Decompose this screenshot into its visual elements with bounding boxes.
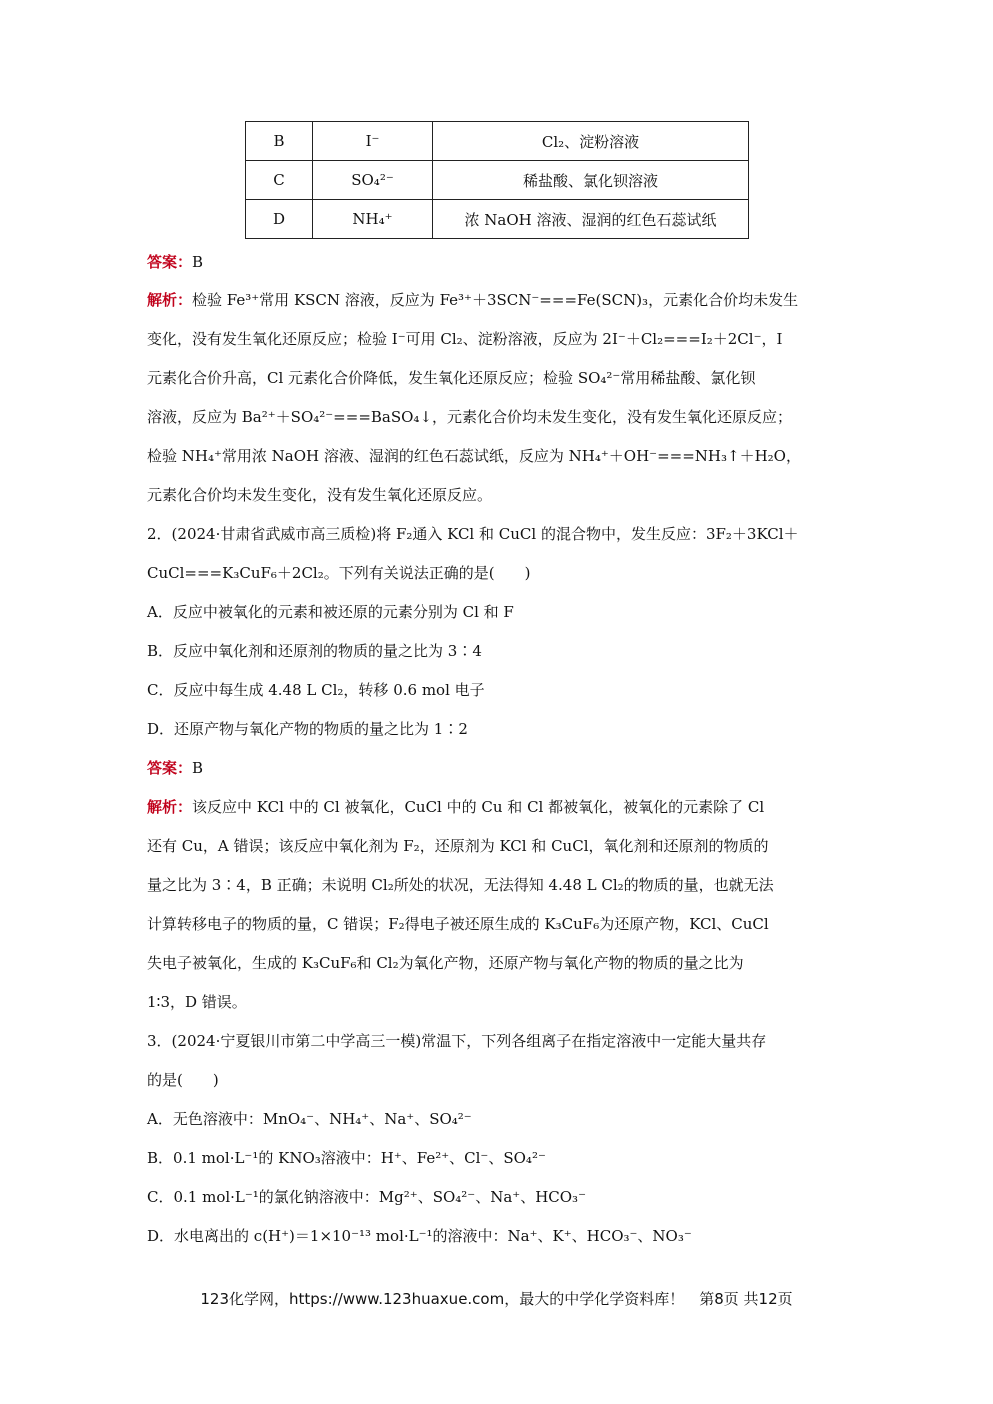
ion-cell: NH₄⁺ <box>313 200 433 239</box>
q2-analysis-line: 还有 Cu，A 错误；该反应中氧化剂为 F₂，还原剂为 KCl 和 CuCl，氧化剂和还原剂的物质的 <box>147 837 769 855</box>
q3-option-d: D．水电离出的 c(H⁺)＝1×10⁻¹³ mol·L⁻¹的溶液中：Na⁺、K⁺、HCO₃⁻、NO₃⁻ <box>147 1227 692 1245</box>
q3-stem-line: 3．(2024·宁夏银川市第二中学高三一模)常温下，下列各组离子在指定溶液中一定能大量共存 <box>147 1032 767 1050</box>
q3-option-c: C．0.1 mol·L⁻¹的氯化钠溶液中：Mg²⁺、SO₄²⁻、Na⁺、HCO₃⁻ <box>147 1188 586 1206</box>
q2-analysis-line: 量之比为 3∶4，B 正确；未说明 Cl₂所处的状况，无法得知 4.48 L Cl₂的物质的量，也就无法 <box>147 876 774 894</box>
reagent-table <box>245 121 749 239</box>
ion-cell: SO₄²⁻ <box>313 161 433 200</box>
q2-stem-line: CuCl===K₃CuF₆＋2Cl₂。下列有关说法正确的是( ) <box>147 564 531 582</box>
q1-analysis-line: 元素化合价升高，Cl 元素化合价降低，发生氧化还原反应；检验 SO₄²⁻常用稀盐酸、氯化钡 <box>147 369 756 387</box>
answer-value: B <box>192 759 204 777</box>
analysis-label: 解析： <box>147 798 193 816</box>
table-row <box>246 200 749 239</box>
q2-option-d: D．还原产物与氧化产物的物质的量之比为 1∶2 <box>147 720 468 738</box>
q3-option-a: A．无色溶液中：MnO₄⁻、NH₄⁺、Na⁺、SO₄²⁻ <box>147 1110 472 1128</box>
q1-analysis-line: 变化，没有发生氧化还原反应；检验 I⁻可用 Cl₂、淀粉溶液，反应为 2I⁻＋Cl₂===I₂＋2Cl⁻，I <box>147 330 783 348</box>
q1-analysis-line: 检验 NH₄⁺常用浓 NaOH 溶液、湿润的红色石蕊试纸，反应为 NH₄⁺＋OH⁻===NH₃↑＋H₂O， <box>147 447 801 465</box>
option-cell: D <box>246 200 313 239</box>
answer-label: 答案： <box>147 759 193 777</box>
reagent-cell: 稀盐酸、氯化钡溶液 <box>433 161 749 200</box>
table-row <box>246 161 749 200</box>
option-cell: C <box>246 161 313 200</box>
q1-analysis-line: 溶液，反应为 Ba²⁺＋SO₄²⁻===BaSO₄↓，元素化合价均未发生变化，没有发生氧化还原反应； <box>147 408 793 426</box>
q2-analysis-line: 失电子被氧化，生成的 K₃CuF₆和 Cl₂为氧化产物，还原产物与氧化产物的物质的量之比为 <box>147 954 744 972</box>
page-footer: 123化学网，https://www.123huaxue.com，最大的中学化学资料库！ 第8页 共12页 <box>200 1290 793 1308</box>
q2-option-c: C．反应中每生成 4.48 L Cl₂，转移 0.6 mol 电子 <box>147 681 485 699</box>
q3-stem-line: 的是( ) <box>147 1071 219 1089</box>
q2-option-a: A．反应中被氧化的元素和被还原的元素分别为 Cl 和 F <box>147 603 514 621</box>
ion-cell: I⁻ <box>313 122 433 161</box>
answer-value: B <box>192 253 204 271</box>
q1-analysis-line: 元素化合价均未发生变化，没有发生氧化还原反应。 <box>147 486 493 504</box>
option-cell: B <box>246 122 313 161</box>
q2-answer-line <box>147 758 857 778</box>
reagent-cell: 浓 NaOH 溶液、湿润的红色石蕊试纸 <box>433 200 749 239</box>
reagent-cell: Cl₂、淀粉溶液 <box>433 122 749 161</box>
answer-label: 答案： <box>147 253 193 271</box>
q1-analysis-line: 解析：检验 Fe³⁺常用 KSCN 溶液，反应为 Fe³⁺＋3SCN⁻===Fe(SCN)₃，元素化合价均未发生 <box>147 291 799 309</box>
q2-analysis-line: 解析：该反应中 KCl 中的 Cl 被氧化，CuCl 中的 Cu 和 Cl 都被氧化，被氧化的元素除了 Cl <box>147 798 765 816</box>
q2-analysis-line: 计算转移电子的物质的量，C 错误；F₂得电子被还原生成的 K₃CuF₆为还原产物，KCl、CuCl <box>147 915 769 933</box>
q2-option-b: B．反应中氧化剂和还原剂的物质的量之比为 3∶4 <box>147 642 482 660</box>
table-row <box>246 122 749 161</box>
analysis-label: 解析： <box>147 291 193 309</box>
q2-stem-line: 2．(2024·甘肃省武威市高三质检)将 F₂通入 KCl 和 CuCl 的混合物中，发生反应：3F₂＋3KCl＋ <box>147 525 799 543</box>
q3-option-b: B．0.1 mol·L⁻¹的 KNO₃溶液中：H⁺、Fe²⁺、Cl⁻、SO₄²⁻ <box>147 1149 546 1167</box>
q1-answer-line <box>147 252 857 272</box>
q2-analysis-line: 1∶3，D 错误。 <box>147 993 247 1011</box>
